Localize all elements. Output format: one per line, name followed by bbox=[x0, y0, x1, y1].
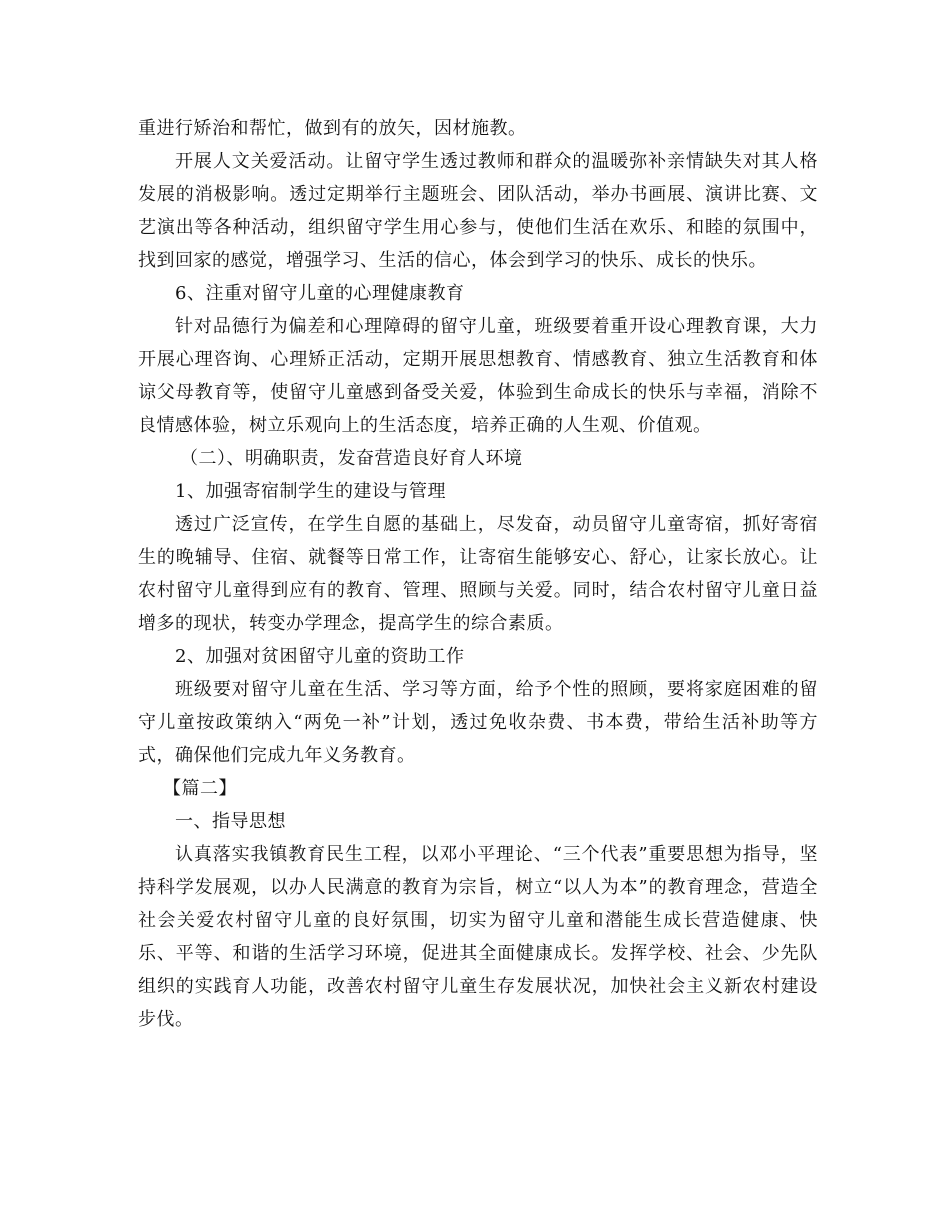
section-heading-guiding-idea: 一、指导思想 bbox=[175, 811, 286, 832]
part-heading-two: 【篇二】 bbox=[163, 778, 237, 799]
paragraph-continuation: 重进行矫治和帮忙，做到有的放矢，因材施教。 bbox=[138, 118, 527, 139]
section-heading-financial-aid: 2、加强对贫困留守儿童的资助工作 bbox=[175, 646, 465, 667]
section-heading-boarding: 1、加强寄宿制学生的建设与管理 bbox=[175, 481, 446, 502]
paragraph-mental-health: 针对品德行为偏差和心理障碍的留守儿童，班级要着重开设心理教育课，大力开展心理咨询、心理矫正活动，定期开展思想教育、情感教育、独立生活教育和体谅父母教育等，使留守儿童感到备受关爱，体验到生命成长的快乐与幸福，消除不良情感体验，树立乐观向上的生活态度，培养正确的人生观、价值观。 bbox=[138, 316, 818, 436]
paragraph-financial-aid: 班级要对留守儿童在生活、学习等方面，给予个性的照顾，要将家庭困难的留守儿童按政策纳入“两免一补”计划，透过免收杂费、书本费，带给生活补助等方式，确保他们完成九年义务教育。 bbox=[138, 679, 818, 766]
paragraph-boarding: 透过广泛宣传，在学生自愿的基础上，尽发奋，动员留守儿童寄宿，抓好寄宿生的晚辅导、住宿、就餐等日常工作，让寄宿生能够安心、舒心，让家长放心。让农村留守儿童得到应有的教育、管理、照顾与关爱。同时，结合农村留守儿童日益增多的现状，转变办学理念，提高学生的综合素质。 bbox=[138, 514, 818, 634]
paragraph-guiding-idea: 认真落实我镇教育民生工程，以邓小平理论、“三个代表”重要思想为指导，坚持科学发展观，以办人民满意的教育为宗旨，树立“以人为本”的教育理念，营造全社会关爱农村留守儿童的良好氛围，切实为留守儿童和潜能生成长营造健康、快乐、平等、和谐的生活学习环境，促进其全面健康成长。发挥学校、社会、少先队组织的实践育人功能，改善农村留守儿童生存发展状况，加快社会主义新农村建设步伐。 bbox=[138, 844, 818, 1030]
section-heading-responsibilities: （二）、明确职责，发奋营造良好育人环境 bbox=[180, 448, 523, 469]
section-heading-mental-health: 6、注重对留守儿童的心理健康教育 bbox=[175, 283, 465, 304]
document-body bbox=[138, 112, 818, 1036]
paragraph-humanistic-care: 开展人文关爱活动。让留守学生透过教师和群众的温暖弥补亲情缺失对其人格发展的消极影响。透过定期举行主题班会、团队活动，举办书画展、演讲比赛、文艺演出等各种活动，组织留守学生用心参与，使他们生活在欢乐、和睦的氛围中，找到回家的感觉，增强学习、生活的信心，体会到学习的快乐、成长的快乐。 bbox=[138, 151, 818, 271]
